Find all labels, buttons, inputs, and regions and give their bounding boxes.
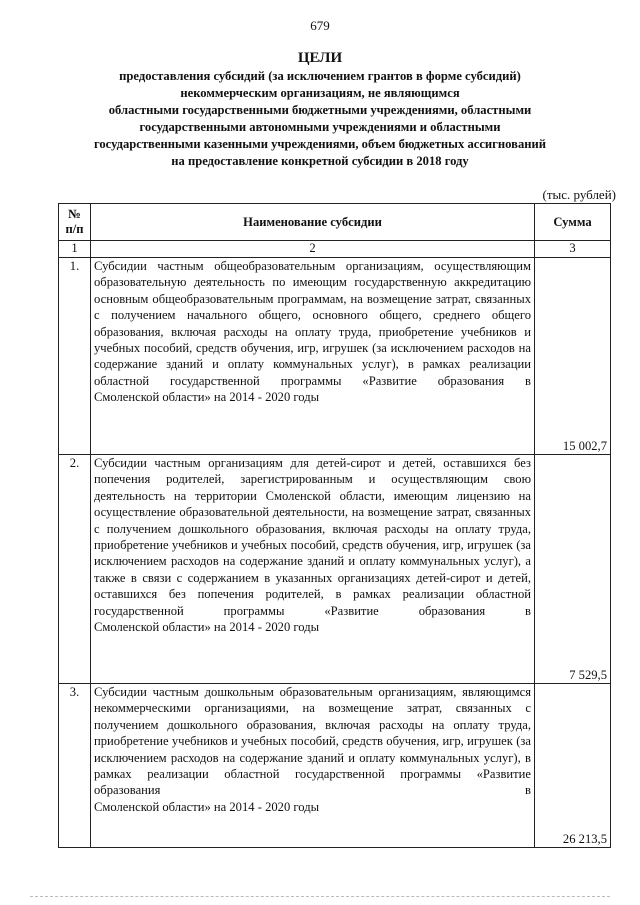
column-index: 2 bbox=[91, 241, 535, 258]
subsidy-name-text: Субсидии частным общеобразовательным организациям, осуществляющим образовательную деятельность по имеющим государственную аккредитацию основным общеобразовательным программам, на возмещение затрат, связанных с получением начального общего, основного общего, среднего общего образования, включая расходы на оплату труда, приобретение учебников и учебных пособий, средств обучения, игр, игрушек (за исключением расходов на содержание зданий и оплату коммунальных услуг), в рамках реализации областной государственной программы «Развитие образования в bbox=[94, 259, 531, 388]
header-sum: Сумма bbox=[535, 204, 611, 241]
table-row bbox=[59, 684, 611, 848]
subsidy-sum: 7 529,5 bbox=[535, 455, 611, 684]
subsidies-table bbox=[58, 203, 611, 848]
column-index: 3 bbox=[535, 241, 611, 258]
subsidy-name-text: Субсидии частным организациям для детей-сирот и детей, оставшихся без попечения родителей, зарегистрированным и осуществляющим свою деятельность на территории Смоленской области, имеющим лицензию на осуществление образовательной деятельности, на возмещение затрат, связанных с получением дошкольного образования, включая расходы на оплату труда, приобретение учебников и учебных пособий, средств обучения, игр, игрушек (за исключением расходов на содержание зданий и оплату коммунальных услуг), а также в связи с содержанием в указанных организациях детей-сирот и детей, оставшихся без попечения родителей, в рамках реализации областной государственной программы «Развитие образования в bbox=[94, 456, 531, 618]
heading-line: областными государственными бюджетными учреждениями, областными bbox=[108, 103, 532, 117]
units-label: (тыс. рублей) bbox=[542, 187, 616, 202]
subsidy-name-last-line: Смоленской области» на 2014 - 2020 годы bbox=[94, 799, 320, 814]
column-index: 1 bbox=[59, 241, 91, 258]
row-number: 1. bbox=[59, 258, 91, 455]
heading-line: на предоставление конкретной субсидии в 2018 году bbox=[171, 154, 469, 168]
subsidy-sum: 26 213,5 bbox=[535, 684, 611, 848]
column-index-row bbox=[59, 241, 611, 258]
table-header-row bbox=[59, 204, 611, 241]
subsidy-name bbox=[91, 258, 535, 455]
page-footer-divider bbox=[30, 896, 610, 897]
page-number: 679 bbox=[310, 18, 330, 33]
subsidy-name-last-line: Смоленской области» на 2014 - 2020 годы bbox=[94, 390, 320, 405]
subsidy-name-last-line: Смоленской области» на 2014 - 2020 годы bbox=[94, 620, 320, 635]
subsidy-sum: 15 002,7 bbox=[535, 258, 611, 455]
subsidy-name bbox=[91, 455, 535, 684]
heading-line: предоставления субсидий (за исключением грантов в форме субсидий) bbox=[119, 69, 521, 83]
document-heading bbox=[40, 48, 600, 170]
row-number: 2. bbox=[59, 455, 91, 684]
heading-line: государственными автономными учреждениями и областными bbox=[139, 120, 501, 134]
subsidy-name-text: Субсидии частным дошкольным образовательным организациям, являющимся некоммерческими организациями, на возмещение затрат, связанных с получением дошкольного образования, включая расходы на оплату труда, приобретение учебников и учебных пособий, средств обучения, игр, игрушек (за исключением расходов на содержание зданий и оплату коммунальных услуг), в рамках реализации областной государственной программы «Развитие образования в bbox=[94, 685, 531, 798]
subsidy-name bbox=[91, 684, 535, 848]
heading-title: ЦЕЛИ bbox=[297, 50, 343, 66]
row-number: 3. bbox=[59, 684, 91, 848]
header-number: № п/п bbox=[59, 204, 91, 241]
header-name: Наименование субсидии bbox=[91, 204, 535, 241]
heading-line: некоммерческим организациям, не являющимся bbox=[180, 86, 460, 100]
table-row bbox=[59, 258, 611, 455]
table-row bbox=[59, 455, 611, 684]
heading-line: государственными казенными учреждениями, объем бюджетных ассигнований bbox=[93, 137, 547, 151]
